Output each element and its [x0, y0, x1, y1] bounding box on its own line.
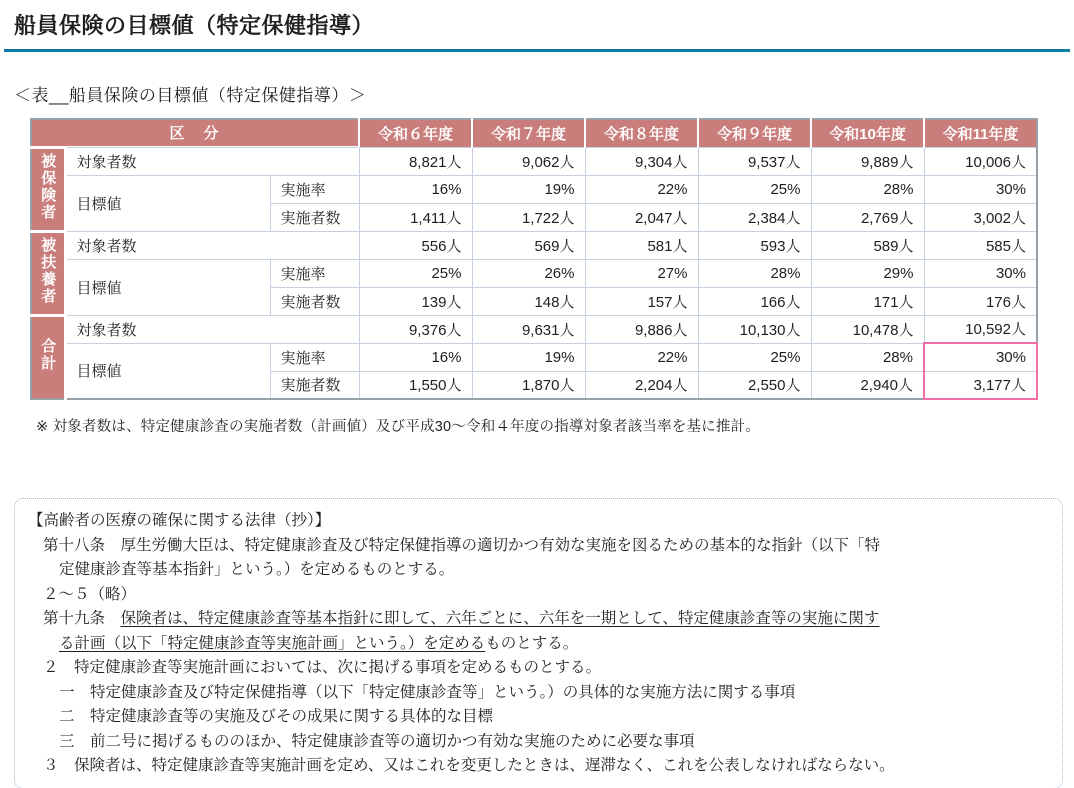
cell-value: 2,047人 — [585, 203, 698, 231]
law-line — [28, 656, 1050, 681]
row-sublabel: 実施率 — [270, 259, 359, 287]
cell-value: 1,722人 — [472, 203, 585, 231]
kubun-header: 区 分 — [31, 119, 359, 147]
law-line — [28, 754, 1050, 779]
law-line — [28, 681, 1050, 706]
highlighted-cell-value: 3,177人 — [924, 371, 1037, 399]
law-text-segment: 保険者は、特定健康診査等基本指針に即して、六年ごとに、六年を一期として、特定健康診査等の実施に関す — [120, 610, 880, 627]
cell-value: 2,940人 — [811, 371, 924, 399]
cell-value: 16% — [359, 175, 472, 203]
row-sublabel: 実施率 — [270, 175, 359, 203]
law-line — [28, 607, 1050, 632]
cell-value: 157人 — [585, 287, 698, 315]
law-text-segment: 第十九条 — [43, 610, 121, 627]
title-divider — [4, 49, 1070, 52]
cell-value: 9,376人 — [359, 315, 472, 343]
cell-value: 9,889人 — [811, 147, 924, 175]
law-text-segment: る計画（以下「特定健康診査等実施計画」という。）を定める — [59, 634, 486, 652]
cell-value: 25% — [359, 259, 472, 287]
cell-value: 16% — [359, 343, 472, 371]
cell-value: 26% — [472, 259, 585, 287]
cell-value: 585人 — [924, 231, 1037, 259]
target-values-table — [30, 118, 1038, 400]
law-text-segment: 【高齢者の医療の確保に関する法律（抄）】 — [28, 512, 331, 529]
group-label-goukei — [31, 315, 65, 399]
law-text-segment: 一 特定健康診査及び特定保健指導（以下「特定健康診査等」という。）の具体的な実施方法に関する事項 — [59, 683, 796, 701]
cell-value: 589人 — [811, 231, 924, 259]
row-label: 対象者数 — [65, 231, 359, 259]
cell-value: 171人 — [811, 287, 924, 315]
law-line — [28, 583, 1050, 608]
cell-value: 569人 — [472, 231, 585, 259]
cell-value: 176人 — [924, 287, 1037, 315]
year-header: 令和６年度 — [359, 119, 472, 147]
cell-value: 28% — [698, 259, 811, 287]
cell-value: 9,537人 — [698, 147, 811, 175]
year-header: 令和10年度 — [811, 119, 924, 147]
cell-value: 8,821人 — [359, 147, 472, 175]
page-title: 船員保険の目標値（特定保健指導） — [14, 13, 375, 38]
cell-value: 9,631人 — [472, 315, 585, 343]
cell-value: 1,411人 — [359, 203, 472, 231]
cell-value: 593人 — [698, 231, 811, 259]
cell-value: 9,304人 — [585, 147, 698, 175]
cell-value: 2,384人 — [698, 203, 811, 231]
year-header: 令和７年度 — [472, 119, 585, 147]
year-header: 令和９年度 — [698, 119, 811, 147]
law-line — [28, 730, 1050, 755]
year-header: 令和８年度 — [585, 119, 698, 147]
law-text-segment: 第十八条 厚生労働大臣は、特定健康診査及び特定保健指導の適切かつ有効な実施を図るための基本的な指針（以下「特 — [43, 536, 881, 554]
cell-value: 148人 — [472, 287, 585, 315]
row-label: 目標値 — [65, 343, 270, 399]
table-footnote: ※ 対象者数は、特定健康診査の実施者数（計画値）及び平成30～令和４年度の指導対象者該当率を基に推計。 — [36, 419, 761, 435]
cell-value: 10,006人 — [924, 147, 1037, 175]
cell-value: 25% — [698, 343, 811, 371]
cell-value: 10,478人 — [811, 315, 924, 343]
cell-value: 30% — [924, 259, 1037, 287]
law-line — [28, 534, 1050, 559]
law-text-segment: 定健康診査等基本指針」という。）を定めるものとする。 — [59, 561, 455, 578]
table-row — [31, 315, 1037, 343]
row-sublabel: 実施者数 — [270, 371, 359, 399]
law-text-segment: ２～５（略） — [43, 585, 137, 603]
table-row — [31, 231, 1037, 259]
cell-value: 28% — [811, 343, 924, 371]
law-text-segment: 二 特定健康診査等の実施及びその成果に関する具体的な目標 — [59, 708, 494, 725]
cell-value: 30% — [924, 175, 1037, 203]
law-text-segment: ものとする。 — [485, 634, 579, 652]
row-sublabel: 実施者数 — [270, 287, 359, 315]
cell-value: 1,870人 — [472, 371, 585, 399]
cell-value: 9,886人 — [585, 315, 698, 343]
row-label: 目標値 — [65, 175, 270, 231]
law-line — [28, 705, 1050, 730]
cell-value: 19% — [472, 343, 585, 371]
law-line — [28, 558, 1050, 583]
cell-value: 2,550人 — [698, 371, 811, 399]
group-label-text: 被扶養者 — [39, 237, 57, 305]
cell-value: 22% — [585, 175, 698, 203]
law-text-segment: 三 前二号に掲げるもののほか、特定健康診査等の適切かつ有効な実施のために必要な事項 — [59, 732, 695, 750]
row-label: 対象者数 — [65, 315, 359, 343]
cell-value: 2,204人 — [585, 371, 698, 399]
cell-value: 28% — [811, 175, 924, 203]
law-line — [28, 509, 1050, 534]
cell-value: 166人 — [698, 287, 811, 315]
year-header: 令和11年度 — [924, 119, 1037, 147]
group-label-hihokensha — [31, 147, 65, 231]
law-excerpt-box — [14, 498, 1063, 788]
cell-value: 1,550人 — [359, 371, 472, 399]
table-caption: ＜表__船員保険の目標値（特定保健指導）＞ — [14, 86, 367, 105]
cell-value: 27% — [585, 259, 698, 287]
cell-value: 29% — [811, 259, 924, 287]
row-label: 対象者数 — [65, 147, 359, 175]
cell-value: 556人 — [359, 231, 472, 259]
table-row — [31, 259, 1037, 287]
group-label-text: 被保険者 — [39, 153, 57, 221]
cell-value: 10,592人 — [924, 315, 1037, 343]
group-label-text: 合計 — [39, 338, 57, 373]
cell-value: 139人 — [359, 287, 472, 315]
cell-value: 10,130人 — [698, 315, 811, 343]
table-row — [31, 147, 1037, 175]
group-label-hifuyousha — [31, 231, 65, 315]
law-text-segment: ３ 保険者は、特定健康診査等実施計画を定め、又はこれを変更したときは、遅滞なく、これを公表しなければならない。 — [43, 757, 895, 774]
row-label: 目標値 — [65, 259, 270, 315]
row-sublabel: 実施者数 — [270, 203, 359, 231]
cell-value: 19% — [472, 175, 585, 203]
table-row — [31, 175, 1037, 203]
cell-value: 3,002人 — [924, 203, 1037, 231]
table-row — [31, 343, 1037, 371]
cell-value: 581人 — [585, 231, 698, 259]
cell-value: 2,769人 — [811, 203, 924, 231]
highlighted-cell-value: 30% — [924, 343, 1037, 371]
cell-value: 9,062人 — [472, 147, 585, 175]
law-line — [28, 632, 1050, 657]
row-sublabel: 実施率 — [270, 343, 359, 371]
law-text-segment: ２ 特定健康診査等実施計画においては、次に掲げる事項を定めるものとする。 — [43, 659, 602, 676]
cell-value: 25% — [698, 175, 811, 203]
cell-value: 22% — [585, 343, 698, 371]
table-header-row — [31, 119, 1037, 147]
